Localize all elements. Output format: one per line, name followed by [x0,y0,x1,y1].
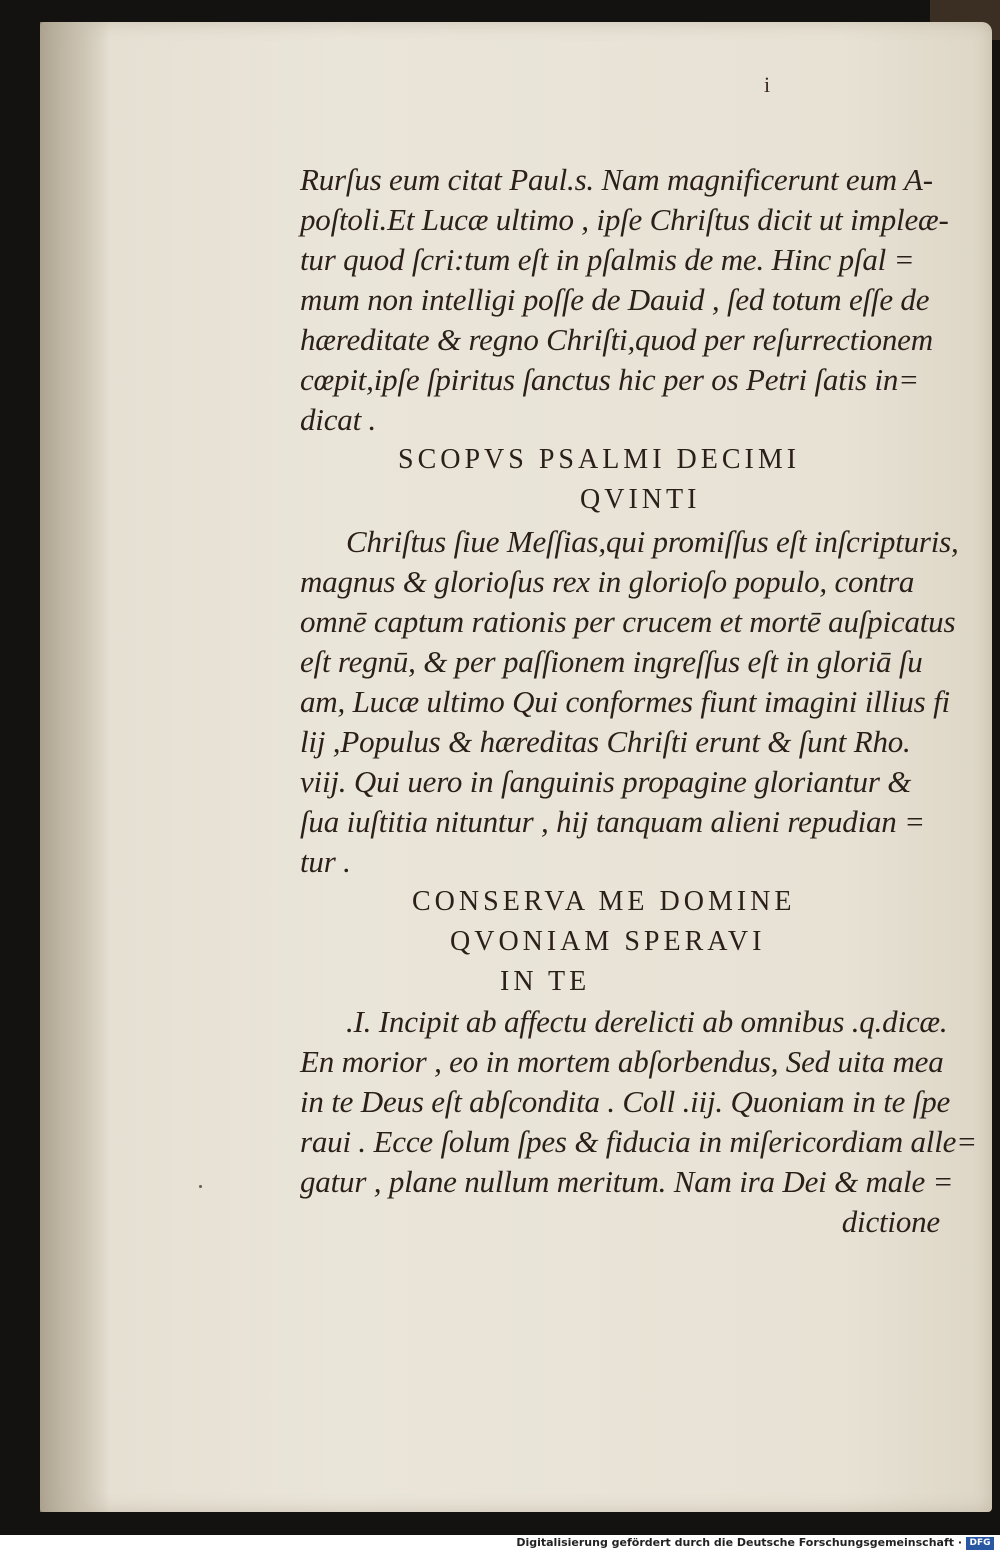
paper-speck [199,1185,202,1188]
text-line: tur . [300,844,351,879]
text-line: En morior , eo in mortem abſorbendus, Sed uita mea [300,1044,944,1079]
main-text-block [300,160,977,1242]
text-line: hæreditate & regno Chriſti,quod per reſurrectionem [300,322,933,357]
text-line: Rurſus eum citat Paul.s. Nam magnificerunt eum A- [300,162,933,197]
text-line: omnē captum rationis per crucem et mortē auſpicatus [300,604,956,639]
text-line: cœpit,ipſe ſpiritus ſanctus hic per os Petri ſatis in= [300,362,919,397]
dfg-logo: DFG [966,1537,994,1550]
text-line: Chriſtus ſiue Meſſias,qui promiſſus eſt inſcripturis, [346,524,959,559]
text-line: dicat . [300,402,377,437]
folio-mark: i [764,72,771,97]
heading-line: IN TE [500,966,591,997]
text-line: poſtoli.Et Lucæ ultimo , ipſe Chriſtus dicit ut impleæ- [300,202,949,237]
text-line: gatur , plane nullum meritum. Nam ira Dei & male = [300,1164,954,1199]
heading-line: CONSERVA ME DOMINE [412,886,796,917]
page-gutter-shadow [40,22,110,1512]
heading-line: QVONIAM SPERAVI [450,926,766,957]
text-line: in te Deus eſt abſcondita . Coll .iij. Quoniam in te ſpe [300,1084,951,1119]
text-line: ſua iuſtitia nituntur , hij tanquam alieni repudian = [300,804,925,839]
funding-credit: Digitalisierung gefördert durch die Deutsche Forschungsgemeinschaft · [516,1536,962,1549]
text-line: magnus & glorioſus rex in glorioſo populo, contra [300,564,915,599]
text-line: mum non intelligi poſſe de Dauid , ſed totum eſſe de [300,282,930,317]
text-line: dictione [841,1204,940,1239]
digitization-footer [0,1535,1000,1553]
text-line: .I. Incipit ab affectu derelicti ab omnibus .q.dicæ. [346,1004,948,1039]
heading-line: QVINTI [580,484,701,515]
heading-line: SCOPVS PSALMI DECIMI [398,444,801,475]
text-line: raui . Ecce ſolum ſpes & fiducia in miſericordiam alle= [300,1124,977,1159]
text-line: am, Lucæ ultimo Qui conformes fiunt imagini illius fi [300,684,950,719]
text-line: viij. Qui uero in ſanguinis propagine gloriantur & [300,764,912,799]
text-line: lij ,Populus & hæreditas Chriſti erunt & ſunt Rho. [300,724,911,759]
text-line: tur quod ſcri:tum eſt in pſalmis de me. Hinc pſal = [300,242,915,277]
text-line: eſt regnū, & per paſſionem ingreſſus eſt in gloriā ſu [300,644,923,679]
